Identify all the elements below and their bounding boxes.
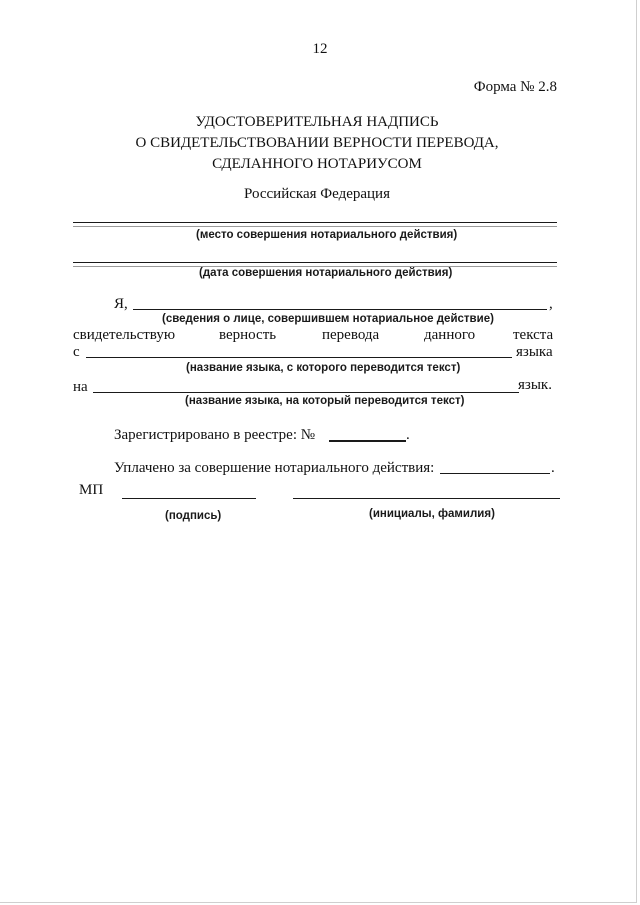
document-title-line-3: СДЕЛАННОГО НОТАРИУСОМ [212,156,422,172]
place-field-line-shadow [73,226,557,227]
from-prefix: с [73,344,80,360]
i-suffix: , [549,296,553,312]
place-caption: (место совершения нотариального действия) [196,229,458,241]
signature-field-line [122,498,256,499]
person-caption: (сведения о лице, совершившем нотариальное действие) [162,313,494,325]
country-name: Российская Федерация [244,186,390,202]
form-number: Форма № 2.8 [473,79,557,95]
target-language-caption: (название языка, на который переводится текст) [185,395,465,407]
certify-word-3: перевода [322,327,380,343]
to-prefix: на [73,379,88,395]
registered-suffix: . [406,427,410,443]
initials-field-line [293,498,560,499]
document-title-line-1: УДОСТОВЕРИТЕЛЬНАЯ НАДПИСЬ [195,114,439,130]
person-field-line [133,309,547,310]
certify-word-2: верность [219,327,277,343]
paid-amount-field-line [440,473,550,474]
date-field-line [73,262,557,263]
page-number: 12 [312,41,328,57]
to-suffix: язык. [518,377,552,393]
paid-label: Уплачено за совершение нотариального действия: [114,460,435,476]
place-field-line [73,222,557,223]
seal-mark: МП [79,482,104,498]
from-suffix: языка [516,344,553,360]
date-caption: (дата совершения нотариального действия) [199,267,453,279]
source-language-caption: (название языка, с которого переводится текст) [186,362,461,374]
document-title-line-2: О СВИДЕТЕЛЬСТВОВАНИИ ВЕРНОСТИ ПЕРЕВОДА, [135,135,499,151]
target-language-field-line [93,392,519,393]
i-prefix: Я, [114,296,128,312]
signature-caption: (подпись) [165,510,222,522]
paid-suffix: . [551,460,555,476]
initials-caption: (инициалы, фамилия) [369,508,495,520]
certify-word-5: текста [513,327,554,343]
registry-number-field-line [329,440,406,442]
certify-word-1: свидетельствую [73,327,176,343]
certify-word-4: данного [424,327,476,343]
registered-label: Зарегистрировано в реестре: № [114,427,316,443]
source-language-field-line [86,357,512,358]
